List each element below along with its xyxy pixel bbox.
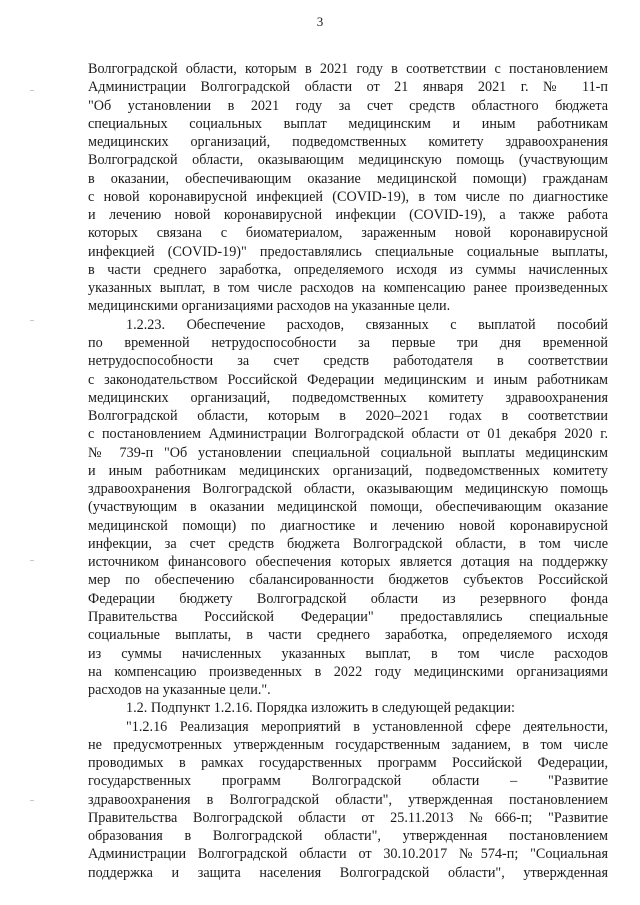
text-line: "Об установлении в 2021 году за счет средств областного бюджета — [88, 97, 608, 114]
text-line: Волгоградской области, которым в 2021 году в соответствии с постановлением — [88, 61, 608, 77]
text-line: источником финансового обеспечения которых является дотация на поддержку — [88, 554, 608, 571]
text-line: инфекцией (COVID-19)" предоставлялись специальные социальные выплаты, — [88, 243, 608, 260]
text-line: № 739-п "Об установлении специальной социальной выплаты медицинским — [88, 444, 608, 461]
text-line: здравоохранения Волгоградской области, оказывающим медицинскую помощь — [88, 481, 608, 498]
text-line: с новой коронавирусной инфекцией (COVID-19), в том числе по диагностике — [88, 188, 608, 205]
text-line: образования в Волгоградской области", утвержденная постановлением — [88, 828, 608, 845]
margin-mark — [30, 320, 34, 321]
text-line: указанных выплат, в том числе расходов на компенсацию ранее произведенных — [88, 280, 608, 297]
text-line: на компенсацию произведенных в 2022 году медицинскими организациями — [88, 663, 608, 680]
text-line: Администрации Волгоградской области от 21 января 2021 г. № 11-п — [88, 79, 608, 96]
margin-mark — [30, 90, 34, 91]
margin-mark — [30, 800, 34, 801]
text-line: медицинской помощи) по диагностике и лечению новой коронавирусной — [88, 517, 608, 534]
text-line: поддержка и защита населения Волгоградской области", утвержденная — [88, 864, 608, 881]
text-line: проводимых в рамках государственных программ Российской Федерации, — [88, 755, 608, 772]
page-number: 3 — [316, 14, 324, 29]
text-line: с постановлением Администрации Волгоградской области от 01 декабря 2020 г. — [88, 426, 608, 443]
text-line: медицинских организаций, подведомственных комитету здравоохранения — [88, 134, 608, 151]
text-line: и лечению новой коронавирусной инфекции (COVID-19), а также работа — [88, 207, 608, 224]
text-line: (участвующим в оказании медицинской помощи, обеспечивающим оказание — [88, 499, 608, 516]
text-line: "1.2.16 Реализация мероприятий в установленной сфере деятельности, — [126, 718, 608, 735]
text-line: 1.2. Подпункт 1.2.16. Порядка изложить в следующей редакции: — [126, 700, 515, 717]
text-line: мер по обеспечению сбалансированности бюджетов субъектов Российской — [88, 572, 608, 589]
text-line: Волгоградской области, которым в 2020–2021 годах в соответствии — [88, 408, 608, 425]
text-line: медицинскими организациями расходов на указанные цели. — [88, 298, 451, 315]
body-text — [88, 60, 608, 882]
text-line: с законодательством Российской Федерации медицинским и иным работникам — [88, 371, 608, 388]
text-line: нетрудоспособности за счет средств работодателя в соответствии — [88, 353, 608, 370]
text-line: в оказании, обеспечивающим оказание медицинской помощи) гражданам — [88, 170, 608, 187]
text-line: из суммы начисленных указанных выплат, в том числе расходов — [88, 645, 608, 662]
text-line: Правительства Волгоградской области от 25.11.2013 №666-п; "Развитие — [88, 809, 608, 826]
text-line: социальные выплаты, в части среднего заработка, определяемого исходя — [88, 627, 608, 644]
text-line: Федерации бюджету Волгоградской области из резервного фонда — [88, 590, 608, 607]
text-line: Правительства Российской Федерации" предоставлялись специальные — [88, 608, 608, 625]
text-line: в части среднего заработка, определяемого исходя из суммы начисленных — [88, 261, 608, 278]
text-line: не предусмотренных утвержденным государственным заданием, в том числе — [88, 736, 608, 753]
text-line: специальных социальных выплат медицинским и иным работникам — [88, 115, 608, 132]
text-line: по временной нетрудоспособности за первые три дня временной — [88, 334, 608, 351]
text-line: и иным работникам медицинских организаций, подведомственных комитету — [88, 462, 608, 479]
text-line: государственных программ Волгоградской области – "Развитие — [88, 773, 608, 790]
text-line: медицинских организаций, подведомственных комитету здравоохранения — [88, 389, 608, 406]
text-line: расходов на указанные цели.". — [88, 682, 271, 699]
margin-mark — [30, 560, 34, 561]
text-line: здравоохранения в Волгоградской области", утвержденная постановлением — [88, 791, 608, 808]
text-line: 1.2.23. Обеспечение расходов, связанных с выплатой пособий — [126, 316, 608, 333]
text-line: Волгоградской области, оказывающим медицинскую помощь (участвующим — [88, 152, 608, 169]
text-line: Администрации Волгоградской области от 30.10.2017 №574-п; "Социальная — [88, 846, 608, 863]
text-line: инфекции, за счет средств бюджета Волгоградской области, в том числе — [88, 535, 608, 552]
text-line: которых связана с биоматериалом, зараженным новой коронавирусной — [88, 225, 608, 242]
